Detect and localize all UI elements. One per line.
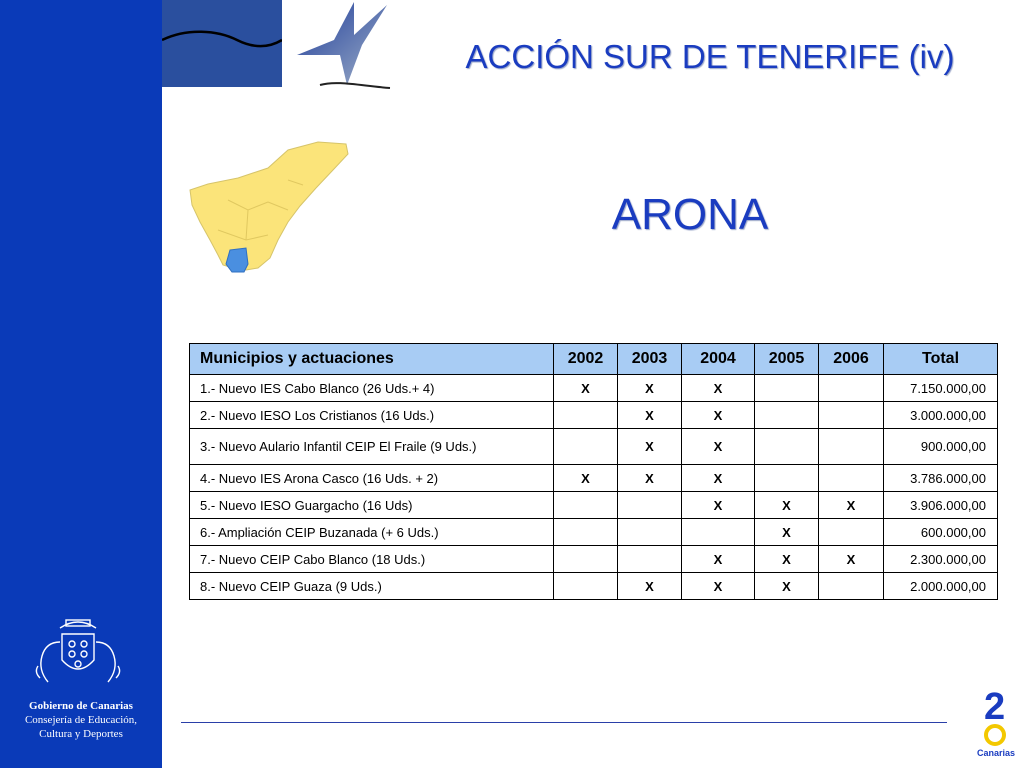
footer-divider (181, 722, 947, 723)
row-name: 5.- Nuevo IESO Guargacho (16 Uds) (190, 492, 554, 519)
cell-2004: X (682, 402, 755, 429)
header-2005: 2005 (755, 344, 819, 375)
cell-2004: X (682, 546, 755, 573)
row-name: 3.- Nuevo Aulario Infantil CEIP El Fraile (9 Uds.) (190, 429, 554, 465)
cell-2003: X (618, 375, 682, 402)
cell-2003: X (618, 402, 682, 429)
cell-2002 (554, 402, 618, 429)
row-name: 7.- Nuevo CEIP Cabo Blanco (18 Uds.) (190, 546, 554, 573)
slide-title: ACCIÓN SUR DE TENERIFE (iv) (465, 38, 955, 75)
cell-2006 (819, 573, 884, 600)
table-row (190, 519, 998, 546)
table-row (190, 465, 998, 492)
cell-2003: X (618, 465, 682, 492)
cell-2002 (554, 519, 618, 546)
investment-table (189, 343, 998, 600)
canarias-2-logo-icon (972, 686, 1020, 766)
cell-2006 (819, 465, 884, 492)
cell-2004: X (682, 465, 755, 492)
header-2004: 2004 (682, 344, 755, 375)
cell-2005 (755, 429, 819, 465)
cell-2003: X (618, 573, 682, 600)
cell-2006: X (819, 492, 884, 519)
cell-2002 (554, 429, 618, 465)
cell-2006 (819, 402, 884, 429)
row-name: 8.- Nuevo CEIP Guaza (9 Uds.) (190, 573, 554, 600)
cell-2003: X (618, 429, 682, 465)
cell-2004 (682, 519, 755, 546)
header-2006: 2006 (819, 344, 884, 375)
tenerife-map-icon (188, 140, 353, 280)
header-wave-box (162, 0, 282, 87)
table-row (190, 375, 998, 402)
table-row (190, 492, 998, 519)
wave-logo-icon (162, 0, 282, 87)
municipality-name: ARONA (611, 190, 769, 239)
gov-name: Gobierno de Canarias (29, 700, 133, 712)
cell-2006: X (819, 546, 884, 573)
table-row (190, 402, 998, 429)
header-2003: 2003 (618, 344, 682, 375)
cell-2003 (618, 519, 682, 546)
cell-total: 7.150.000,00 (884, 375, 998, 402)
cell-2005: X (755, 492, 819, 519)
table-row (190, 573, 998, 600)
row-name: 6.- Ampliación CEIP Buzanada (+ 6 Uds.) (190, 519, 554, 546)
cell-total: 2.000.000,00 (884, 573, 998, 600)
cell-total: 3.000.000,00 (884, 402, 998, 429)
cell-2002 (554, 492, 618, 519)
cell-2005 (755, 375, 819, 402)
cell-2006 (819, 519, 884, 546)
coat-of-arms-icon (28, 612, 128, 692)
star-logo-icon (292, 0, 402, 95)
cell-total: 600.000,00 (884, 519, 998, 546)
table-row (190, 546, 998, 573)
header-municipios: Municipios y actuaciones (190, 344, 554, 375)
cell-total: 3.906.000,00 (884, 492, 998, 519)
cell-2004: X (682, 492, 755, 519)
cell-total: 900.000,00 (884, 429, 998, 465)
cell-2003 (618, 492, 682, 519)
cell-2002: X (554, 375, 618, 402)
cell-2003 (618, 546, 682, 573)
row-name: 2.- Nuevo IESO Los Cristianos (16 Uds.) (190, 402, 554, 429)
cell-2006 (819, 375, 884, 402)
header-2002: 2002 (554, 344, 618, 375)
cell-2002: X (554, 465, 618, 492)
table-header-row (190, 344, 998, 375)
cell-2005 (755, 465, 819, 492)
cell-total: 3.786.000,00 (884, 465, 998, 492)
row-name: 1.- Nuevo IES Cabo Blanco (26 Uds.+ 4) (190, 375, 554, 402)
cell-2005 (755, 402, 819, 429)
cell-2005: X (755, 519, 819, 546)
cell-2004: X (682, 429, 755, 465)
cell-2002 (554, 546, 618, 573)
logo-number: 2 (984, 686, 1006, 728)
government-text (0, 699, 162, 741)
logo-label: Canarias (976, 748, 1016, 758)
cell-2004: X (682, 573, 755, 600)
row-name: 4.- Nuevo IES Arona Casco (16 Uds. + 2) (190, 465, 554, 492)
gov-department-1: Consejería de Educación, (24, 714, 138, 726)
table-row (190, 429, 998, 465)
cell-2004: X (682, 375, 755, 402)
header-total: Total (884, 344, 998, 375)
logo-ring (984, 724, 1006, 746)
gov-department-2: Cultura y Deportes (39, 728, 123, 740)
cell-2005: X (755, 573, 819, 600)
cell-2002 (554, 573, 618, 600)
cell-total: 2.300.000,00 (884, 546, 998, 573)
cell-2006 (819, 429, 884, 465)
cell-2005: X (755, 546, 819, 573)
